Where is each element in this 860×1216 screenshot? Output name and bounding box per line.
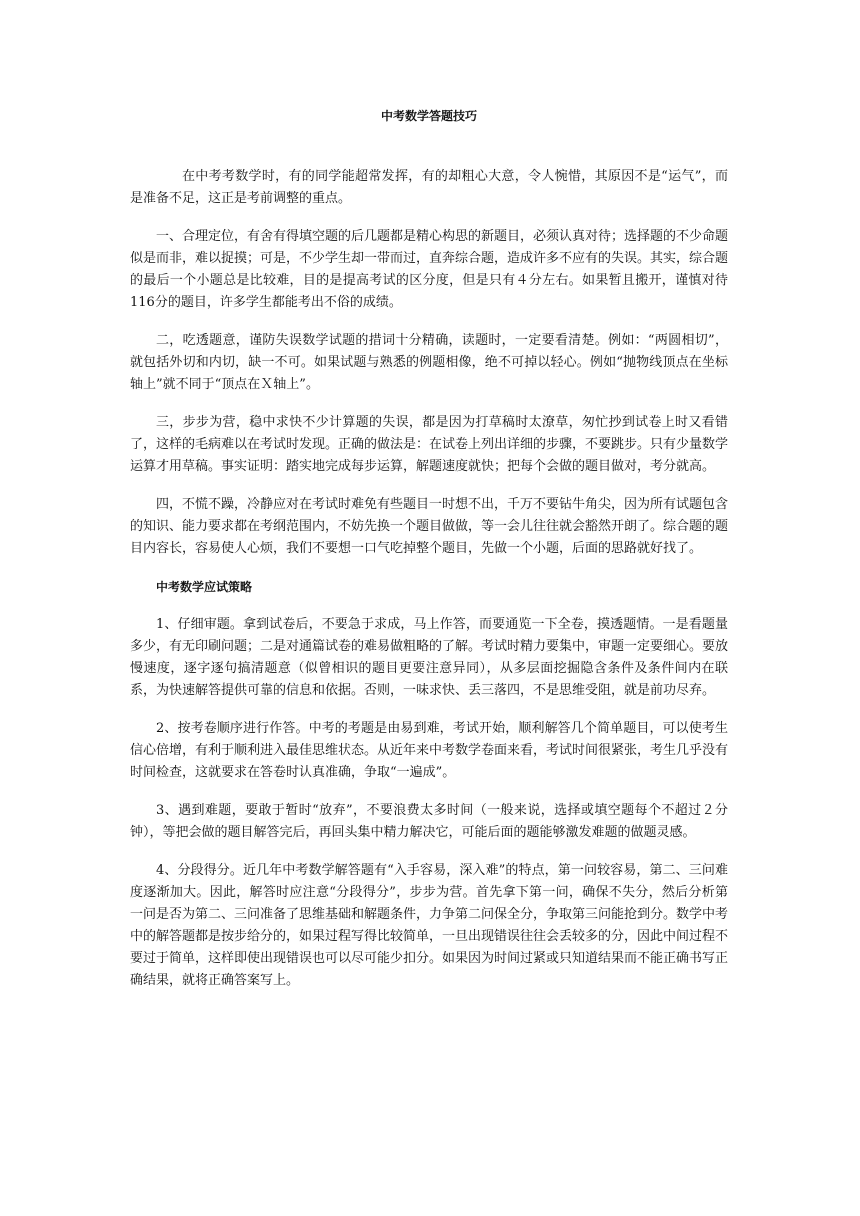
document-title: 中考数学答题技巧 <box>380 109 477 123</box>
tip-paragraph-2: 二，吃透题意，谨防失误数学试题的措词十分精确，读题时，一定要看清楚。例如：“两圆相切”，就包括外切和内切，缺一不可。如果试题与熟悉的例题相像，绝不可掉以轻心。例如“抛物线顶点在坐标轴上”就不同于“顶点在Ｘ轴上”。 <box>130 333 728 392</box>
intro-paragraph: 在中考考数学时，有的同学能超常发挥，有的却粗心大意，令人惋惜，其原因不是“运气”，而是准备不足，这正是考前调整的重点。 <box>130 169 728 206</box>
strategy-paragraph-3: 3、遇到难题，要敢于暂时“放弃”，不要浪费太多时间（一般来说，选择或填空题每个不超过２分钟），等把会做的题目解答完后，再回头集中精力解决它，可能后面的题能够激发难题的做题灵感。 <box>130 803 728 840</box>
strategy-heading: 中考数学应试策略 <box>156 580 253 594</box>
strategy-paragraph-2: 2、按考卷顺序进行作答。中考的考题是由易到难，考试开始，顺利解答几个简单题目，可以使考生信心倍增，有利于顺利进入最佳思维状态。从近年来中考数学卷面来看，考试时间很紧张，考生几乎没有时间检查，这就要求在答卷时认真准确，争取“一遍成”。 <box>130 721 729 780</box>
document-page <box>130 106 728 1008</box>
tip-paragraph-3: 三，步步为营，稳中求快不少计算题的失误，都是因为打草稿时太潦草，匆忙抄到试卷上时又看错了，这样的毛病难以在考试时发现。正确的做法是：在试卷上列出详细的步骤，不要跳步。只有少量数学运算才用草稿。事实证明：踏实地完成每步运算，解题速度就快；把每个会做的题目做对，考分就高。 <box>130 415 729 474</box>
strategy-paragraph-4: 4、分段得分。近几年中考数学解答题有“入手容易，深入难”的特点，第一问较容易，第二、三问难度逐渐加大。因此，解答时应注意“分段得分”，步步为营。首先拿下第一问，确保不失分，然后分析第一问是否为第二、三问准备了思维基础和解题条件，力争第二问保全分，争取第三问能抢到分。数学中考中的解答题都是按步给分的，如果过程写得比较简单，一旦出现错误往往会丢较多的分，因此中间过程不要过于简单，这样即使出现错误也可以尽可能少扣分。如果因为时间过紧或只知道结果而不能正确书写正确结果，就将正确答案写上。 <box>130 863 729 988</box>
strategy-paragraph-1: 1、仔细审题。拿到试卷后，不要急于求成，马上作答，而要通览一下全卷，摸透题情。一是看题量多少，有无印刷问题；二是对通篇试卷的难易做粗略的了解。考试时精力要集中，审题一定要细心。要放慢速度，逐字逐句搞清题意（似曾相识的题目更要注意异同），从多层面挖掘隐含条件及条件间内在联系，为快速解答提供可靠的信息和依据。否则，一味求快、丢三落四，不是思维受阻，就是前功尽弃。 <box>130 617 729 698</box>
tip-paragraph-1: 一、合理定位，有舍有得填空题的后几题都是精心构思的新题目，必须认真对待；选择题的不少命题似是而非，难以捉摸；可是，不少学生却一带而过，直奔综合题，造成许多不应有的失误。其实，综合题的最后一个小题总是比较难，目的是提高考试的区分度，但是只有４分左右。如果暂且搬开，谨慎对待116分的题目，许多学生都能考出不俗的成绩。 <box>130 229 729 310</box>
tip-paragraph-4: 四，不慌不躁，冷静应对在考试时难免有些题目一时想不出，千万不要钻牛角尖，因为所有试题包含的知识、能力要求都在考纲范围内，不妨先换一个题目做做，等一会儿往往就会豁然开朗了。综合题的题目内容长，容易使人心烦，我们不要想一口气吃掉整个题目，先做一个小题，后面的思路就好找了。 <box>130 497 729 556</box>
